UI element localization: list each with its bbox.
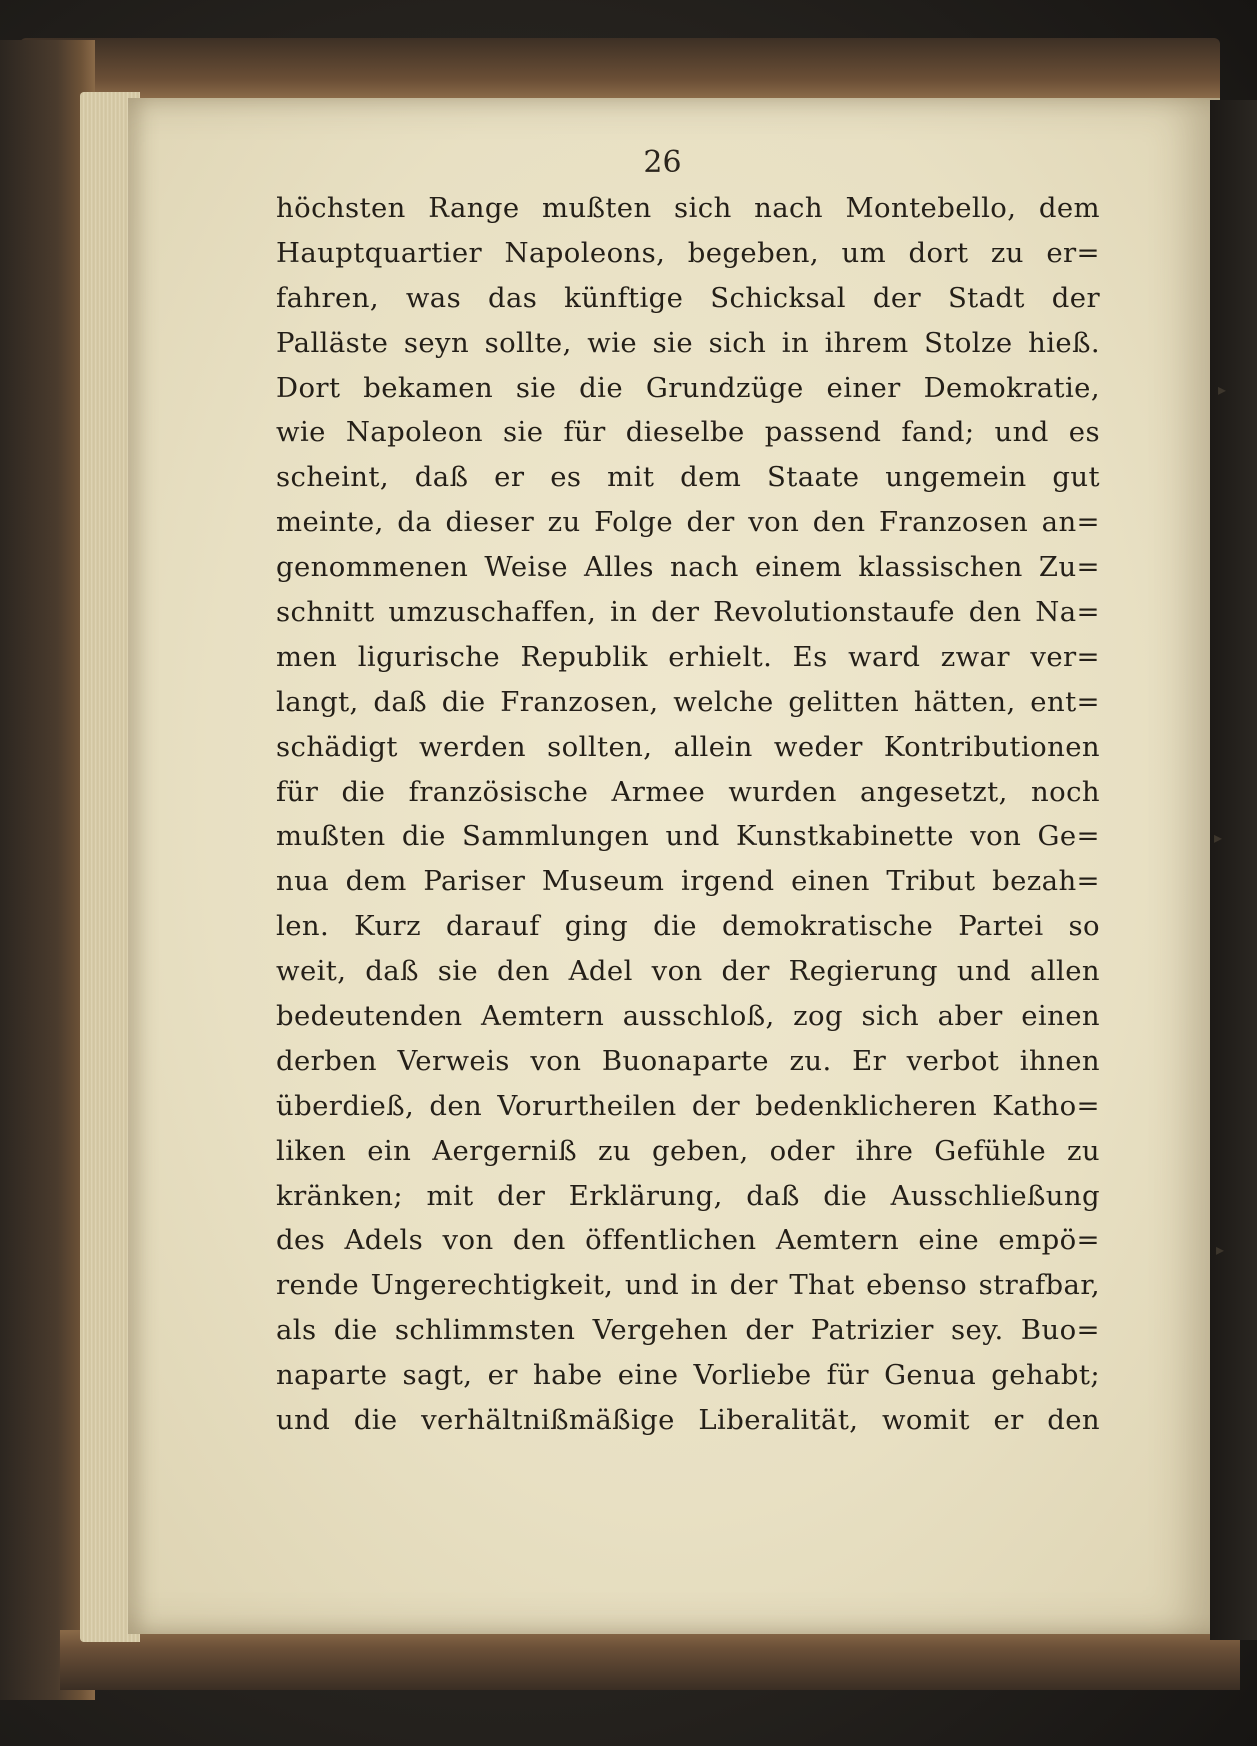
- text-line: liken ein Aergerniß zu geben, oder ihre Gefühle zu: [276, 1134, 1100, 1167]
- text-line: men ligurische Republik erhielt. Es ward zwar ver=: [276, 640, 1100, 673]
- text-line: höchsten Range mußten sich nach Montebello, dem: [276, 192, 1100, 224]
- text-line: wie Napoleon sie für dieselbe passend fand; und es: [276, 416, 1100, 449]
- text-line: weit, daß sie den Adel von der Regierung und allen: [276, 955, 1100, 988]
- text-line: naparte sagt, er habe eine Vorliebe für Genua gehabt;: [276, 1359, 1100, 1392]
- edge-mark-icon: ▸: [1218, 380, 1227, 399]
- text-line: fahren, was das künftige Schicksal der Stadt der: [276, 281, 1100, 314]
- text-line: genommenen Weise Alles nach einem klassischen Zu=: [276, 551, 1100, 584]
- edge-mark-icon: ▸: [1214, 828, 1223, 847]
- text-line: scheint, daß er es mit dem Staate ungemein gut: [276, 461, 1100, 494]
- text-line: mußten die Sammlungen und Kunstkabinette von Ge=: [276, 820, 1100, 853]
- text-line: langt, daß die Franzosen, welche gelitten hätten, ent=: [276, 685, 1100, 718]
- text-line: Palläste seyn sollte, wie sie sich in ihrem Stolze hieß.: [276, 326, 1100, 359]
- text-line: nua dem Pariser Museum irgend einen Tribut bezah=: [276, 865, 1100, 898]
- text-line: und die verhältnißmäßige Liberalität, womit er den: [276, 1404, 1100, 1437]
- book-cover-bottom: [60, 1630, 1240, 1690]
- text-line: überdieß, den Vorurtheilen der bedenklicheren Katho=: [276, 1089, 1100, 1122]
- text-line: rende Ungerechtigkeit, und in der That ebenso strafbar,: [276, 1269, 1100, 1302]
- text-line: Hauptquartier Napoleons, begeben, um dort zu er=: [276, 236, 1100, 269]
- text-line: Dort bekamen sie die Grundzüge einer Demokratie,: [276, 371, 1100, 404]
- text-line: kränken; mit der Erklärung, daß die Ausschließung: [276, 1179, 1100, 1212]
- page-text: [276, 186, 1100, 1443]
- text-line: schnitt umzuschaffen, in der Revolutionstaufe den Na=: [276, 596, 1100, 629]
- text-line: schädigt werden sollten, allein weder Kontributionen: [276, 730, 1100, 763]
- text-line: für die französische Armee wurden angesetzt, noch: [276, 775, 1100, 808]
- text-line: bedeutenden Aemtern ausschloß, zog sich aber einen: [276, 1000, 1100, 1033]
- book-gutter: [1210, 100, 1257, 1640]
- page-number: 26: [643, 145, 682, 180]
- text-line: derben Verweis von Buonaparte zu. Er verbot ihnen: [276, 1044, 1100, 1077]
- text-line: als die schlimmsten Vergehen der Patrizier sey. Buo=: [276, 1314, 1100, 1347]
- text-line: len. Kurz darauf ging die demokratische Partei so: [276, 910, 1100, 943]
- text-line: meinte, da dieser zu Folge der von den Franzosen an=: [276, 506, 1100, 539]
- edge-mark-icon: ▸: [1216, 1240, 1225, 1259]
- text-line: des Adels von den öffentlichen Aemtern eine empö=: [276, 1224, 1100, 1257]
- book-cover-top: [20, 38, 1220, 98]
